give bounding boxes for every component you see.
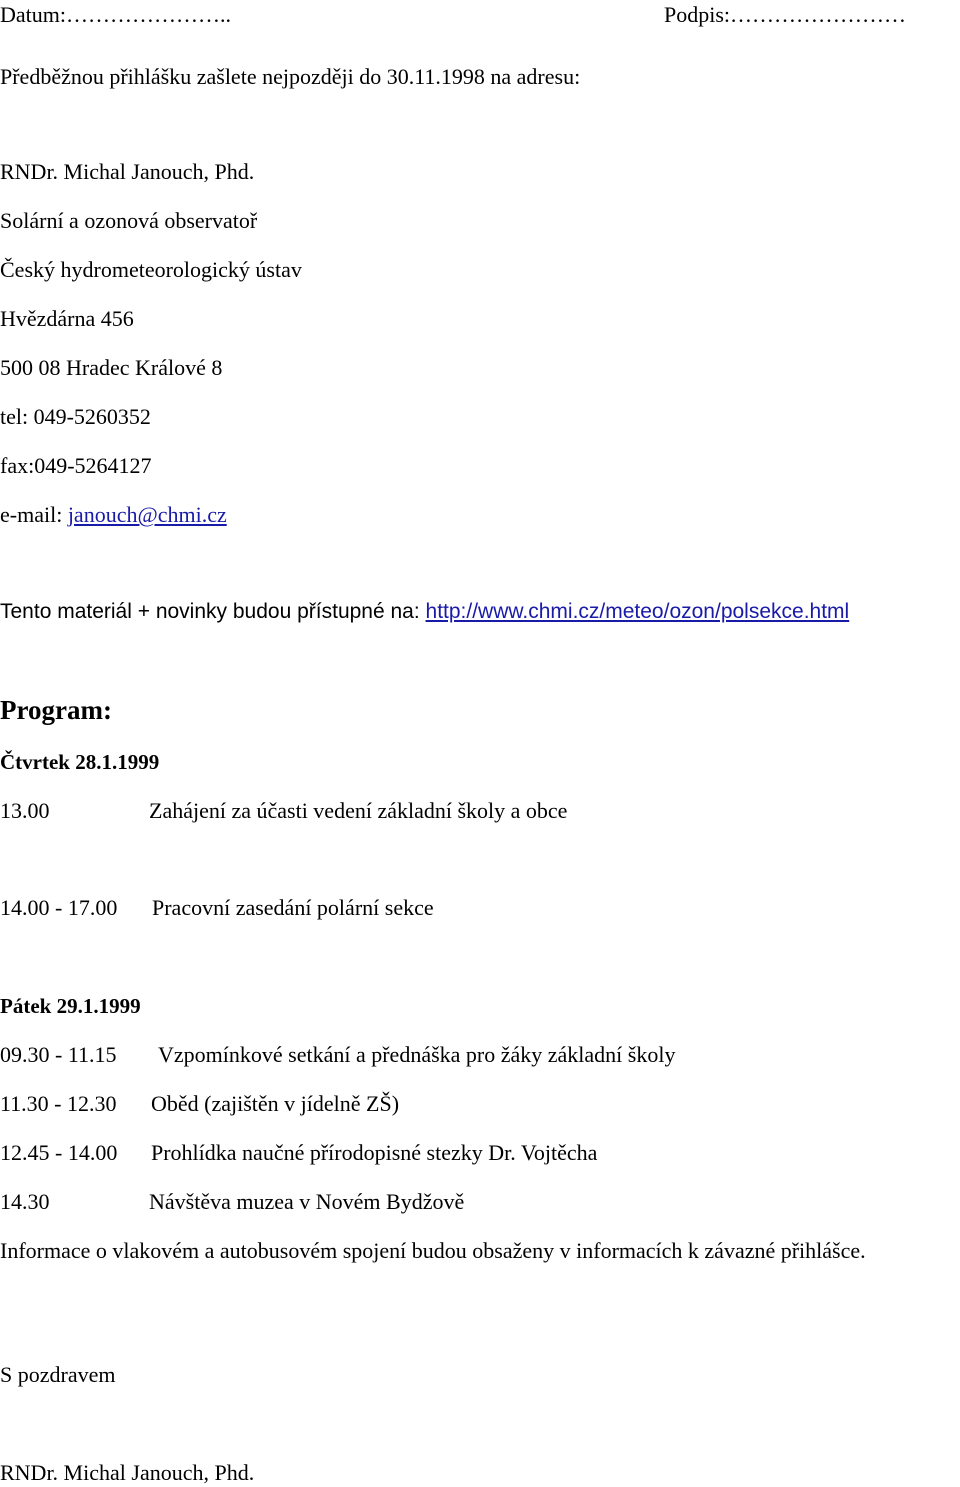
schedule-time: 11.30 - 12.30: [0, 1091, 117, 1116]
program-heading: Program:: [0, 695, 112, 725]
availability-link[interactable]: http://www.chmi.cz/meteo/ozon/polsekce.html: [425, 600, 850, 623]
date-field-label: Datum:…………………..: [0, 2, 231, 27]
signature-field-label: Podpis:……………………: [664, 2, 907, 27]
address-org-1: Solární a ozonová observatoř: [0, 208, 258, 233]
address-fax: fax:049-5264127: [0, 453, 152, 478]
intro-text: Předběžnou přihlášku zašlete nejpozději do 30.11.1998 na adresu:: [0, 64, 581, 89]
signature-name: RNDr. Michal Janouch, Phd.: [0, 1460, 255, 1485]
transport-note: Informace o vlakovém a autobusovém spojení budou obsaženy v informacích k závazné přihlášce.: [0, 1238, 866, 1263]
address-street: Hvězdárna 456: [0, 306, 134, 331]
schedule-row: [0, 1042, 960, 1068]
address-city: 500 08 Hradec Králové 8: [0, 355, 223, 380]
email-label: e-mail:: [0, 502, 68, 527]
schedule-desc: Prohlídka naučné přírodopisné stezky Dr. Vojtěcha: [151, 1140, 598, 1165]
schedule-desc: Zahájení za účasti vedení základní školy a obce: [149, 798, 568, 823]
address-name: RNDr. Michal Janouch, Phd.: [0, 159, 255, 184]
schedule-time: 14.00 - 17.00: [0, 895, 118, 920]
schedule-desc: Vzpomínkové setkání a přednáška pro žáky základní školy: [158, 1042, 676, 1067]
schedule-time: 09.30 - 11.15: [0, 1042, 117, 1067]
schedule-desc: Oběd (zajištěn v jídelně ZŠ): [151, 1091, 400, 1116]
day-title-friday: Pátek 29.1.1999: [0, 994, 141, 1018]
address-org-2: Český hydrometeorologický ústav: [0, 257, 302, 282]
day-title-thursday: Čtvrtek 28.1.1999: [0, 750, 160, 774]
schedule-row: [0, 895, 960, 921]
schedule-row: [0, 798, 960, 824]
email-link[interactable]: janouch@chmi.cz: [67, 502, 227, 527]
schedule-time: 14.30: [0, 1189, 50, 1214]
availability-row: [0, 599, 849, 625]
closing-greeting: S pozdravem: [0, 1362, 116, 1387]
availability-text: Tento materiál + novinky budou přístupné na:: [0, 600, 426, 623]
schedule-row: [0, 1091, 960, 1117]
schedule-row: [0, 1189, 960, 1215]
address-phone: tel: 049-5260352: [0, 404, 151, 429]
schedule-time: 12.45 - 14.00: [0, 1140, 118, 1165]
schedule-desc: Návštěva muzea v Novém Bydžově: [149, 1189, 465, 1214]
schedule-desc: Pracovní zasedání polární sekce: [152, 895, 434, 920]
schedule-time: 13.00: [0, 798, 50, 823]
schedule-row: [0, 1140, 960, 1166]
address-email-row: [0, 502, 227, 528]
